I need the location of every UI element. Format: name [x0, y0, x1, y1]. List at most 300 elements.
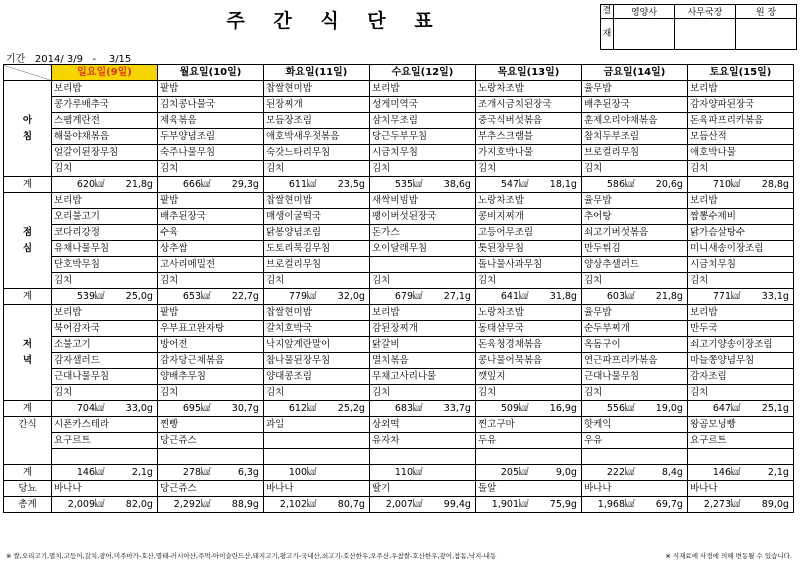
dish-cell: 김치: [158, 161, 264, 177]
dish-cell: 감자양파된장국: [688, 97, 794, 113]
dish-cell: 만두튀김: [582, 241, 688, 257]
snack-gap-cell: [158, 449, 264, 465]
protein-value: 99,4g: [443, 498, 471, 510]
dish-cell: 노랑차조밥: [476, 193, 582, 209]
menu-row: [4, 321, 794, 337]
origin-note: ※ 쌀,오리고기,멸치,고등어,갈치,광어,미주마가-호산,멸태-러시아산,주먹-아이슬란드산,돼지고기,왕고기-국내산,쇠고기-호산한우,오주산,우참쌀-호산한우,광어,참돔,낙지-내동: [6, 552, 497, 560]
kcal-value: 100㎉: [288, 466, 317, 478]
dish-cell: 훈제오리야채볶음: [582, 113, 688, 129]
diabetic-row: [4, 481, 794, 497]
dish-cell: 콩나물어묵볶음: [476, 353, 582, 369]
dish-cell: 애호박새우젓볶음: [264, 129, 370, 145]
diabetic-label: 당뇨: [4, 481, 52, 497]
protein-value: 6,3g: [237, 466, 259, 478]
snack-gap-cell: [476, 449, 582, 465]
menu-row: [4, 257, 794, 273]
dish-cell: 오이달래무침: [370, 241, 476, 257]
meal-total-cell: [688, 401, 794, 417]
menu-row: [4, 97, 794, 113]
meal-total-cell: [370, 401, 476, 417]
protein-value: 25,1g: [761, 402, 789, 414]
kcal-value: 679㎉: [394, 290, 423, 302]
dish-cell: 모듬장조림: [264, 113, 370, 129]
protein-value: 38,6g: [443, 178, 471, 190]
approval-side-bottom: 재: [601, 19, 614, 50]
kcal-value: 146㎉: [76, 466, 105, 478]
day-header: 금요일(14일): [582, 65, 688, 81]
snack-total-cell: [688, 465, 794, 481]
meal-label-bottom: 침: [22, 130, 33, 142]
meal-label-cell: [4, 225, 52, 241]
protein-value: 22,7g: [231, 290, 259, 302]
dish-cell: 김치: [476, 385, 582, 401]
dish-cell: 짬뽕수제비: [688, 209, 794, 225]
approval-col-director: 원 장: [736, 5, 797, 19]
dish-cell: 만두국: [688, 321, 794, 337]
snack-cell: 우유: [582, 433, 688, 449]
protein-value: 18,1g: [549, 178, 577, 190]
kcal-value: 695㎉: [182, 402, 211, 414]
diabetic-cell: 당근쥬스: [158, 481, 264, 497]
dish-cell: 김치: [688, 385, 794, 401]
dish-cell: 김치: [582, 161, 688, 177]
protein-value: 88,9g: [231, 498, 259, 510]
protein-value: 33,1g: [761, 290, 789, 302]
meal-label-cell: [4, 81, 52, 97]
dish-cell: 된장찌개: [264, 97, 370, 113]
dish-cell: 제육볶음: [158, 113, 264, 129]
dish-cell: 브로컬리무침: [264, 257, 370, 273]
dish-cell: 고사리메밀전: [158, 257, 264, 273]
kcal-value: 1,968㎉: [597, 498, 635, 510]
diabetic-cell: 바나나: [582, 481, 688, 497]
meal-total-cell: [582, 289, 688, 305]
dish-cell: 김치: [582, 273, 688, 289]
dish-cell: 동태살무국: [476, 321, 582, 337]
day-header: 토요일(15일): [688, 65, 794, 81]
dish-cell: 김치: [158, 385, 264, 401]
menu-row: [4, 129, 794, 145]
menu-row: [4, 81, 794, 97]
protein-value: 27,1g: [443, 290, 471, 302]
dish-cell: 멸치볶음: [370, 353, 476, 369]
meal-label-cell: [4, 129, 52, 145]
dish-cell: 부추스크램블: [476, 129, 582, 145]
dish-cell: 얼갈이된장무침: [52, 145, 158, 161]
dish-cell: 김치: [476, 273, 582, 289]
dish-cell: 닭갈비: [370, 337, 476, 353]
meal-label-cell: [4, 305, 52, 321]
dish-cell: 고등어무조림: [476, 225, 582, 241]
dish-cell: 김치: [370, 161, 476, 177]
dish-cell: 닭봉양념조림: [264, 225, 370, 241]
dish-cell: 방어전: [158, 337, 264, 353]
dish-cell: 유채나물무침: [52, 241, 158, 257]
protein-value: 29,3g: [231, 178, 259, 190]
meal-label-bottom: 심: [22, 242, 33, 254]
protein-value: 25,0g: [125, 290, 153, 302]
snack-cell: 찐빵: [158, 417, 264, 433]
dish-cell: 오리불고기: [52, 209, 158, 225]
dish-cell: 감자조림: [688, 369, 794, 385]
grand-total-cell: [370, 497, 476, 513]
grand-total-row: [4, 497, 794, 513]
dish-cell: 감된장찌개: [370, 321, 476, 337]
snack-cell: 두유: [476, 433, 582, 449]
diabetic-cell: 바나나: [264, 481, 370, 497]
menu-row: [4, 305, 794, 321]
dish-cell: 시금치무침: [370, 145, 476, 161]
meal-label-cell: [4, 273, 52, 289]
snack-total-cell: [264, 465, 370, 481]
meal-label-top: 아: [22, 114, 33, 126]
snack-total-row: [4, 465, 794, 481]
kcal-value: 2,273㎉: [703, 498, 741, 510]
dish-cell: 보리밥: [688, 305, 794, 321]
dish-cell: 배추된장국: [582, 97, 688, 113]
snack-label-cell: 간식: [4, 417, 52, 433]
meal-total-row: [4, 289, 794, 305]
grand-total-cell: [52, 497, 158, 513]
dish-cell: 김치: [52, 273, 158, 289]
dish-cell: 새싹비빔밥: [370, 193, 476, 209]
dish-cell: 양대콩조림: [264, 369, 370, 385]
meal-total-cell: [52, 177, 158, 193]
protein-value: 33,7g: [443, 402, 471, 414]
dish-cell: 보리밥: [688, 193, 794, 209]
grand-total-cell: [476, 497, 582, 513]
dish-cell: 노랑차조밥: [476, 81, 582, 97]
period-label: 기간: [6, 54, 26, 65]
kcal-value: 222㎉: [606, 466, 635, 478]
dish-cell: 김치: [264, 385, 370, 401]
weekly-menu-table: [3, 64, 794, 513]
snack-gap-label: [4, 449, 52, 465]
dish-cell: 순두부찌개: [582, 321, 688, 337]
snack-cell: 찐고구마: [476, 417, 582, 433]
menu-row: [4, 241, 794, 257]
dish-cell: 연근파프리카볶음: [582, 353, 688, 369]
protein-value: 32,0g: [337, 290, 365, 302]
meal-total-cell: [52, 289, 158, 305]
meal-total-label: 계: [4, 177, 52, 193]
dish-cell: 김치: [688, 273, 794, 289]
dish-cell: 김치: [476, 161, 582, 177]
dish-cell: 깻잎지: [476, 369, 582, 385]
snack-cell: 왕곰모닝빵: [688, 417, 794, 433]
kcal-value: 586㎉: [606, 178, 635, 190]
snack-row: [4, 417, 794, 433]
snack-gap-cell: [688, 449, 794, 465]
kcal-value: 771㎉: [712, 290, 741, 302]
menu-row: [4, 113, 794, 129]
meal-total-cell: [158, 289, 264, 305]
meal-label-cell: [4, 385, 52, 401]
protein-value: 33,0g: [125, 402, 153, 414]
kcal-value: 653㎉: [182, 290, 211, 302]
corner-cell: [4, 65, 52, 81]
kcal-value: 556㎉: [606, 402, 635, 414]
protein-value: 19,0g: [655, 402, 683, 414]
dish-cell: 수육: [158, 225, 264, 241]
dish-cell: 조개시금치된장국: [476, 97, 582, 113]
protein-value: 31,8g: [549, 290, 577, 302]
menu-row: [4, 337, 794, 353]
approval-col-manager: 사무국장: [675, 5, 736, 19]
dish-cell: 마늘쫑양념무침: [688, 353, 794, 369]
dish-cell: 낙지앞계란말이: [264, 337, 370, 353]
snack-total-label: 계: [4, 465, 52, 481]
grand-total-cell: [582, 497, 688, 513]
approval-box: [600, 4, 797, 50]
kcal-value: 2,007㎉: [385, 498, 423, 510]
meal-label-cell: [4, 161, 52, 177]
meal-label-cell: [4, 369, 52, 385]
dish-cell: 김치: [370, 273, 476, 289]
dish-cell: [370, 257, 476, 273]
day-header: 수요일(12일): [370, 65, 476, 81]
dish-cell: 코다리강정: [52, 225, 158, 241]
dish-cell: 팥밥: [158, 193, 264, 209]
meal-total-label: 계: [4, 289, 52, 305]
protein-value: 21,8g: [125, 178, 153, 190]
dish-cell: 근대나물무침: [52, 369, 158, 385]
protein-value: 23,5g: [337, 178, 365, 190]
meal-total-cell: [264, 289, 370, 305]
protein-value: 80,7g: [337, 498, 365, 510]
dish-cell: 쇠고기양송이장조림: [688, 337, 794, 353]
snack-cell: 유자차: [370, 433, 476, 449]
dish-cell: 가지호박나물: [476, 145, 582, 161]
dish-cell: 상추쌈: [158, 241, 264, 257]
dish-cell: 미니새송이장조림: [688, 241, 794, 257]
dish-cell: 양배추무침: [158, 369, 264, 385]
kcal-value: 1,901㎉: [491, 498, 529, 510]
snack-cell: [264, 433, 370, 449]
meal-total-cell: [476, 401, 582, 417]
grand-total-cell: [264, 497, 370, 513]
meal-total-row: [4, 177, 794, 193]
dish-cell: 도토리묵김무침: [264, 241, 370, 257]
kcal-value: 779㎉: [288, 290, 317, 302]
approval-sign-3[interactable]: [736, 19, 797, 50]
kcal-value: 683㎉: [394, 402, 423, 414]
meal-total-cell: [158, 177, 264, 193]
dish-cell: 김치: [52, 385, 158, 401]
meal-label-cell: [4, 321, 52, 337]
dish-cell: 콩비지찌개: [476, 209, 582, 225]
snack-cell: 시폰카스테라: [52, 417, 158, 433]
dish-cell: 돈육청경채볶음: [476, 337, 582, 353]
dish-cell: 톳된장무침: [476, 241, 582, 257]
dish-cell: 당근두부무침: [370, 129, 476, 145]
menu-row: [4, 193, 794, 209]
snack-total-cell: [370, 465, 476, 481]
kcal-value: 620㎉: [76, 178, 105, 190]
snack-cell: 과일: [264, 417, 370, 433]
snack-cell: 상외떡: [370, 417, 476, 433]
period: [6, 50, 131, 65]
day-header: 목요일(13일): [476, 65, 582, 81]
meal-total-cell: [264, 401, 370, 417]
menu-row: [4, 385, 794, 401]
dish-cell: 중국식버섯볶음: [476, 113, 582, 129]
notice: ※ 식재료에 사정에 의해 변동될 수 있습니다.: [665, 552, 792, 560]
kcal-value: 612㎉: [288, 402, 317, 414]
meal-label-bottom: 녁: [22, 354, 33, 366]
menu-row: [4, 161, 794, 177]
dish-cell: 추어탕: [582, 209, 688, 225]
meal-total-cell: [264, 177, 370, 193]
kcal-value: 110㎉: [394, 466, 423, 478]
dish-cell: 보리밥: [52, 193, 158, 209]
dish-cell: 참치두부조림: [582, 129, 688, 145]
protein-value: 2,1g: [131, 466, 153, 478]
dish-cell: 김치: [158, 273, 264, 289]
menu-row: [4, 145, 794, 161]
dish-cell: 찹쌀현미밥: [264, 305, 370, 321]
dish-cell: 소불고기: [52, 337, 158, 353]
dish-cell: 김치: [264, 161, 370, 177]
snack-gap-cell: [264, 449, 370, 465]
snack-gap-cell: [52, 449, 158, 465]
menu-row: [4, 273, 794, 289]
dish-cell: 모듬산적: [688, 129, 794, 145]
diabetic-cell: 바나나: [688, 481, 794, 497]
dish-cell: 김치: [52, 161, 158, 177]
diabetic-cell: 딸기: [370, 481, 476, 497]
meal-total-cell: [370, 289, 476, 305]
meal-total-cell: [688, 289, 794, 305]
protein-value: 21,8g: [655, 290, 683, 302]
meal-label-cell: [4, 113, 52, 129]
kcal-value: 647㎉: [712, 402, 741, 414]
snack-gap-row: [4, 449, 794, 465]
kcal-value: 704㎉: [76, 402, 105, 414]
dish-cell: 쇠고기버섯볶음: [582, 225, 688, 241]
meal-label-cell: [4, 337, 52, 353]
snack-cell: 요구르트: [52, 433, 158, 449]
approval-col-nutritionist: 영양사: [614, 5, 675, 19]
menu-row: [4, 209, 794, 225]
dish-cell: 해물야채볶음: [52, 129, 158, 145]
kcal-value: 603㎉: [606, 290, 635, 302]
meal-total-row: [4, 401, 794, 417]
dish-cell: 찹쌀현미밥: [264, 193, 370, 209]
snack-cell: 당근쥬스: [158, 433, 264, 449]
diabetic-cell: 돌알: [476, 481, 582, 497]
snack-total-cell: [158, 465, 264, 481]
kcal-value: 666㎉: [182, 178, 211, 190]
menu-row: [4, 369, 794, 385]
snack-total-cell: [476, 465, 582, 481]
dish-cell: 브로컬리무침: [582, 145, 688, 161]
footer-note: [6, 551, 796, 560]
kcal-value: 205㎉: [500, 466, 529, 478]
day-header: 화요일(11일): [264, 65, 370, 81]
dish-cell: 성게미역국: [370, 97, 476, 113]
meal-label-cell: [4, 193, 52, 209]
dish-cell: 김치콩나물국: [158, 97, 264, 113]
protein-value: 89,0g: [761, 498, 789, 510]
dish-cell: 양상추샐러드: [582, 257, 688, 273]
protein-value: 9,0g: [555, 466, 577, 478]
kcal-value: 611㎉: [288, 178, 317, 190]
meal-total-label: 계: [4, 401, 52, 417]
protein-value: 2,1g: [767, 466, 789, 478]
meal-total-cell: [476, 177, 582, 193]
dish-cell: 옥돔구이: [582, 337, 688, 353]
protein-value: 25,2g: [337, 402, 365, 414]
dish-cell: 돈가스: [370, 225, 476, 241]
dish-cell: 스팸계란전: [52, 113, 158, 129]
dish-cell: 김치: [688, 161, 794, 177]
dish-cell: 율무밥: [582, 305, 688, 321]
protein-value: 69,7g: [655, 498, 683, 510]
dish-cell: 보리밥: [52, 81, 158, 97]
approval-sign-2[interactable]: [675, 19, 736, 50]
dish-cell: 무채고사리나물: [370, 369, 476, 385]
dish-cell: 김치: [264, 273, 370, 289]
snack-label-cell: [4, 433, 52, 449]
meal-label-cell: [4, 257, 52, 273]
meal-total-cell: [582, 177, 688, 193]
kcal-value: 2,292㎉: [173, 498, 211, 510]
dish-cell: 배추된장국: [158, 209, 264, 225]
snack-row: [4, 433, 794, 449]
snack-cell: 핫케익: [582, 417, 688, 433]
kcal-value: 641㎉: [500, 290, 529, 302]
dish-cell: 참나물된장무침: [264, 353, 370, 369]
protein-value: 82,0g: [125, 498, 153, 510]
dish-cell: 감자당근채볶음: [158, 353, 264, 369]
dish-cell: 찹쌀현미밥: [264, 81, 370, 97]
meal-label-cell: [4, 209, 52, 225]
snack-gap-cell: [370, 449, 476, 465]
approval-side-top: 결: [601, 5, 614, 19]
dish-cell: 김치: [370, 385, 476, 401]
protein-value: 28,8g: [761, 178, 789, 190]
day-header-row: [4, 65, 794, 81]
grand-total-cell: [158, 497, 264, 513]
dish-cell: 팥밥: [158, 305, 264, 321]
dish-cell: 근대나물무침: [582, 369, 688, 385]
kcal-value: 535㎉: [394, 178, 423, 190]
snack-cell: 요구르트: [688, 433, 794, 449]
kcal-value: 2,102㎉: [279, 498, 317, 510]
menu-row: [4, 225, 794, 241]
approval-sign-1[interactable]: [614, 19, 675, 50]
kcal-value: 2,009㎉: [67, 498, 105, 510]
snack-gap-cell: [582, 449, 688, 465]
meal-label-cell: [4, 145, 52, 161]
menu-row: [4, 353, 794, 369]
page-title: 주 간 식 단 표: [226, 10, 444, 32]
grand-total-cell: [688, 497, 794, 513]
kcal-value: 547㎉: [500, 178, 529, 190]
dish-cell: 보리밥: [52, 305, 158, 321]
day-header: 일요일(9일): [52, 65, 158, 81]
dish-cell: 시금치무침: [688, 257, 794, 273]
dish-cell: 노랑차조밥: [476, 305, 582, 321]
meal-total-cell: [688, 177, 794, 193]
protein-value: 75,9g: [549, 498, 577, 510]
diabetic-cell: 바나나: [52, 481, 158, 497]
dish-cell: 율무밥: [582, 193, 688, 209]
dish-cell: 돌나물사과무침: [476, 257, 582, 273]
snack-total-cell: [52, 465, 158, 481]
dish-cell: 율무밥: [582, 81, 688, 97]
